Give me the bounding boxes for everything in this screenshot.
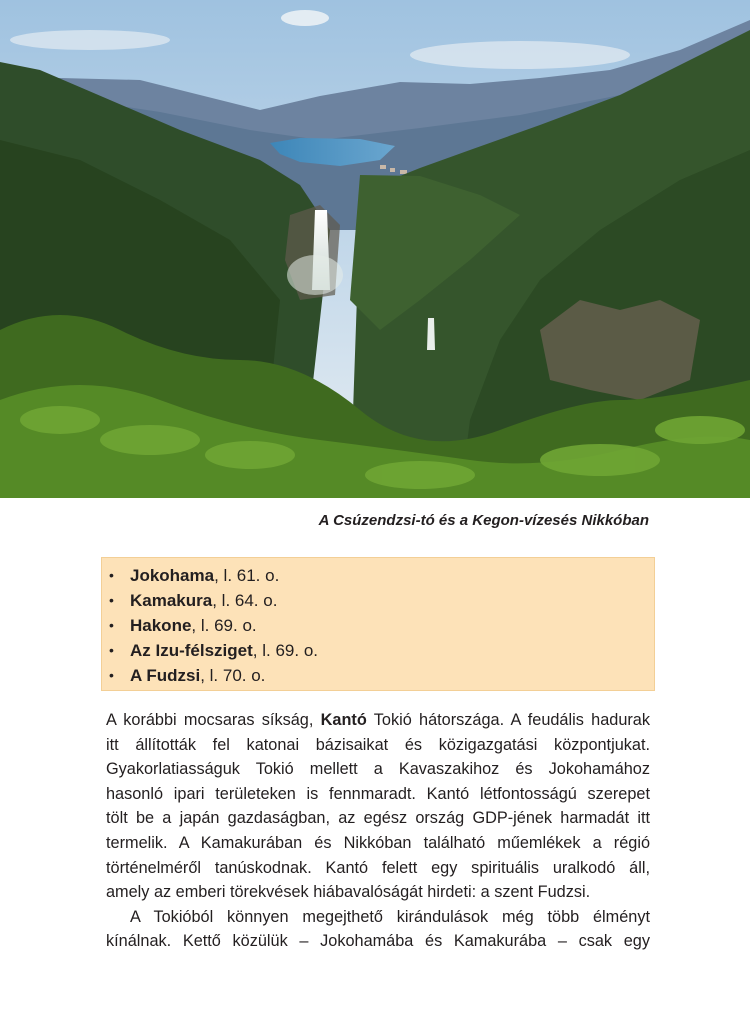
destination-name: A Fudzsi xyxy=(130,666,201,685)
destination-name: Jokohama xyxy=(130,566,215,585)
text-line: termelik. A Kamakurában és Nikkóban található műemlékek a régió xyxy=(106,833,650,852)
text-line: tölt be a japán gazdaságban, az egész ország GDP-jének harmadát itt xyxy=(106,809,650,828)
page-reference: , l. 64. o. xyxy=(212,591,278,610)
destination-item xyxy=(109,563,654,588)
text-line xyxy=(106,708,650,733)
landscape-photo xyxy=(0,0,750,498)
destination-list xyxy=(109,563,654,688)
destination-item xyxy=(109,663,654,688)
text-line: hasonló ipari területeken is fennmaradt. Kantó létfontosságú szerepet xyxy=(106,784,650,803)
photo-caption: A Csúzendzsi-tó és a Kegon-vízesés Nikkóban xyxy=(318,512,649,529)
bullet-icon: • xyxy=(109,667,114,683)
destination-box xyxy=(101,557,655,691)
destination-item xyxy=(109,638,654,663)
page-reference: , l. 69. o. xyxy=(191,616,257,635)
text-line: történelméről tanúskodnak. Kantó felett egy spirituális uralkodó áll, xyxy=(106,858,650,877)
page-reference: , l. 70. o. xyxy=(200,666,266,685)
nikko-landscape-image xyxy=(0,0,750,498)
destination-name: Kamakura xyxy=(130,591,213,610)
body-text xyxy=(106,708,650,954)
destination-item xyxy=(109,588,654,613)
text-line: A Tokióból könnyen megejthető kirándulások még több élményt xyxy=(130,907,650,926)
keyword-kanto: Kantó xyxy=(320,711,367,729)
text-line: itt állították fel katonai bázisaikat és közigazgatási központjukat. xyxy=(106,735,650,754)
bullet-icon: • xyxy=(109,592,114,608)
bullet-icon: • xyxy=(109,617,114,633)
text-span: A korábbi mocsaras síkság, xyxy=(106,711,321,729)
destination-item xyxy=(109,613,654,638)
text-line: kínálnak. Kettő közülük – Jokohamába és Kamakurába – csak egy xyxy=(106,932,650,951)
page-reference: , l. 61. o. xyxy=(214,566,280,585)
destination-name: Hakone xyxy=(130,616,192,635)
text-line: Gyakorlatiasságuk Tokió mellett a Kavaszakihoz és Jokohamához xyxy=(106,760,650,779)
text-line: amely az emberi törekvések hiábavalóságát hirdeti: a szent Fudzsi. xyxy=(106,883,591,902)
destination-name: Az Izu-félsziget xyxy=(130,641,253,660)
bullet-icon: • xyxy=(109,567,114,583)
page-reference: , l. 69. o. xyxy=(252,641,318,660)
text-span: Tokió hátországa. A feudális hadurak xyxy=(366,711,650,729)
bullet-icon: • xyxy=(109,642,114,658)
